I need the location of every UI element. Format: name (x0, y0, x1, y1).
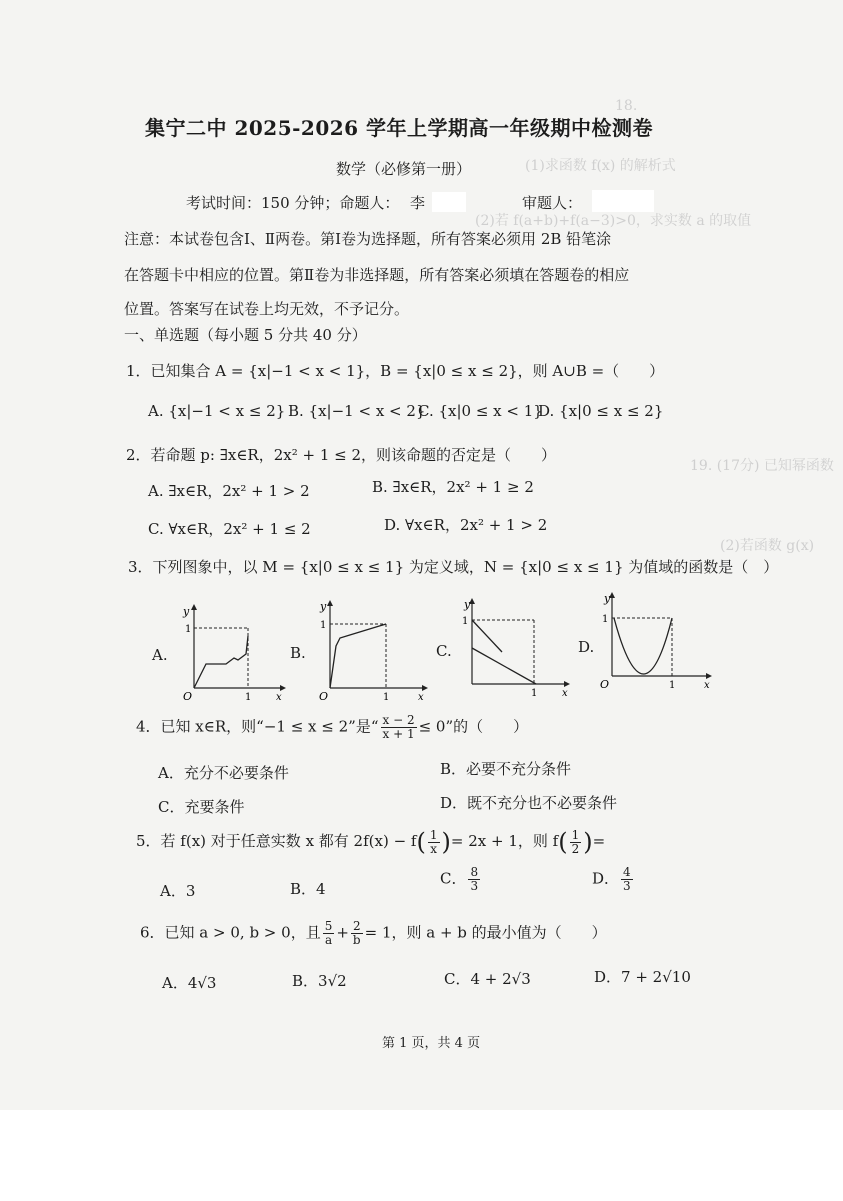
q6-option-b: B．3√2 (292, 972, 347, 990)
q3-graph-c (458, 596, 572, 700)
y-axis-label: y (320, 600, 327, 613)
q5-option-d-denominator: 3 (623, 879, 631, 893)
q4-option-c: C．充要条件 (158, 798, 245, 816)
q6-fraction-2 (351, 920, 363, 947)
q3-option-c-label: C. (436, 642, 452, 660)
section-heading: 一、单选题（每小题 5 分共 40 分） (124, 326, 367, 344)
q5-fraction-2 (570, 829, 582, 856)
tick-one-y: 1 (462, 616, 469, 627)
q6-fraction-2-denominator: b (352, 933, 361, 947)
subject-subtitle: 数学（必修第一册） (336, 160, 472, 178)
q6-option-a: A．4√3 (162, 974, 217, 992)
redacted-name-block (592, 190, 654, 212)
q3-graph-d (598, 590, 714, 694)
q6-fraction-1 (323, 920, 335, 947)
bleed-through-text: 19. (17分) 已知幂函数 (690, 458, 834, 474)
question-5-stem: 5．若 f(x) 对于任意实数 x 都有 2f(x) − f( $\frac{1}{x}$ )= 2x + 1，则 f( $\frac{1}{2}$ )= (136, 827, 606, 856)
q4-stem-post: ≤ 0”的（ ） (418, 717, 529, 736)
tick-one-y: 1 (602, 614, 609, 625)
q4-fraction (381, 714, 417, 741)
y-axis-label: y (464, 598, 471, 611)
q4-option-b: B．必要不充分条件 (440, 760, 572, 778)
q4-option-a: A．充分不必要条件 (158, 764, 289, 782)
q3-graph-b (316, 598, 428, 702)
q5-fraction-1-denominator: x (430, 841, 438, 856)
exam-time-label: 考试时间：150 分钟；命题人： (186, 194, 400, 212)
q5-option-c-fraction (468, 866, 480, 893)
q5-option-a: A．3 (160, 882, 196, 900)
question-2-stem: 2．若命题 p: ∃x∈R，2x² + 1 ≤ 2，则该命题的否定是（ ） (126, 446, 557, 464)
q3-option-d-label: D. (578, 638, 595, 656)
q2-option-c: C. ∀x∈R，2x² + 1 ≤ 2 (148, 520, 311, 538)
notice-line: 位置。答案写在试卷上均无效，不予记分。 (124, 300, 410, 318)
page-footer: 第 1 页，共 4 页 (382, 1036, 481, 1051)
q5-option-d-label: D． (592, 869, 620, 888)
q2-option-a: A. ∃x∈R，2x² + 1 > 2 (148, 482, 310, 500)
q5-fraction-1-numerator: 1 (429, 827, 438, 842)
notice-line: 注意：本试卷包含Ⅰ、Ⅱ两卷。第Ⅰ卷为选择题，所有答案必须用 2B 铅笔涂 (124, 230, 612, 248)
q5-option-b: B．4 (290, 880, 326, 898)
question-6-stem (140, 920, 607, 947)
q1-option-d: D. {x|0 ≤ x ≤ 2} (538, 402, 664, 420)
question-3-stem: 3．下列图象中，以 M = {x|0 ≤ x ≤ 1} 为定义域，N = {x|0 ≤ x ≤ 1} 为值域的函数是（ ） (128, 558, 779, 576)
q2-option-d: D. ∀x∈R，2x² + 1 > 2 (384, 516, 548, 534)
q4-fraction-denominator: x + 1 (382, 727, 415, 741)
q5-option-c-numerator: 8 (470, 865, 479, 879)
q5-fraction-2-numerator: 1 (571, 827, 580, 842)
q4-fraction-numerator: x − 2 (382, 713, 415, 727)
q6-stem-post: = 1，则 a + b 的最小值为（ ） (364, 923, 607, 942)
x-axis-label: x (562, 688, 568, 699)
redacted-name-block (432, 192, 466, 212)
q2-option-b: B. ∃x∈R，2x² + 1 ≥ 2 (372, 478, 534, 496)
q5-option-d (592, 866, 635, 893)
q5-option-d-numerator: 4 (623, 865, 631, 879)
x-axis-label: x (704, 680, 710, 691)
q1-option-c: C. {x|0 ≤ x < 1} (418, 402, 543, 420)
q1-option-b: B. {x|−1 < x < 2} (288, 402, 426, 420)
tick-one-y: 1 (320, 620, 327, 631)
bleed-through-text: (1)求函数 f(x) 的解析式 (525, 158, 676, 174)
tick-one-x: 1 (669, 680, 676, 691)
q5-fraction-1 (428, 829, 440, 856)
x-axis-label: x (276, 692, 282, 702)
bleed-through-text: (2)若函数 g(x) (720, 538, 815, 554)
x-axis-label: x (418, 692, 424, 702)
q4-option-d: D．既不充分也不必要条件 (440, 794, 618, 812)
q6-fraction-1-denominator: a (324, 933, 333, 947)
q5-option-c (440, 866, 482, 893)
bleed-through-text: 18. (615, 98, 638, 114)
q3-graph-a (176, 602, 286, 702)
q5-stem-mid: = 2x + 1，则 f (450, 832, 559, 850)
tick-one-x: 1 (245, 692, 252, 702)
q6-plus: + (336, 923, 349, 942)
question-4-stem (136, 714, 528, 741)
y-axis-label: y (604, 592, 611, 605)
reviewer-label: 审题人： (522, 194, 583, 212)
q3-option-a-label: A. (152, 646, 168, 664)
tick-one-x: 1 (383, 692, 390, 702)
q5-stem-post: = (592, 832, 606, 850)
q5-fraction-2-denominator: 2 (571, 841, 580, 856)
origin-label: O (183, 690, 193, 702)
bleed-through-text: (2)若 f(a+b)+f(a−3)>0，求实数 a 的取值 (475, 213, 752, 229)
q1-option-a: A. {x|−1 < x ≤ 2} (148, 402, 286, 420)
exam-title: 集宁二中 2025-2026 学年上学期高一年级期中检测卷 (145, 116, 654, 140)
q4-stem-pre: 4．已知 x∈R，则“−1 ≤ x ≤ 2”是“ (136, 717, 379, 736)
q6-fraction-1-numerator: 5 (324, 919, 333, 933)
question-1-stem: 1．已知集合 A = {x|−1 < x < 1}，B = {x|0 ≤ x ≤ 2}，则 A∪B =（ ） (126, 362, 665, 380)
q5-option-c-denominator: 3 (470, 879, 479, 893)
q5-option-d-fraction (621, 866, 633, 893)
q6-option-c: C．4 + 2√3 (444, 970, 531, 988)
q5-stem-pre: 5．若 f(x) 对于任意实数 x 都有 2f(x) − f (136, 832, 417, 850)
origin-label: O (600, 678, 610, 691)
origin-label: O (319, 690, 329, 702)
q6-option-d: D．7 + 2√10 (594, 968, 691, 986)
tick-one-y: 1 (185, 624, 192, 635)
tick-one-x: 1 (531, 688, 538, 699)
notice-line: 在答题卡中相应的位置。第Ⅱ卷为非选择题，所有答案必须填在答题卷的相应 (124, 266, 630, 284)
y-axis-label: y (183, 605, 190, 618)
setter-name: 李 (410, 194, 426, 212)
q5-option-c-label: C． (440, 869, 467, 888)
q6-fraction-2-numerator: 2 (351, 920, 363, 934)
q6-stem-pre: 6．已知 a > 0, b > 0，且 (140, 923, 321, 942)
q3-option-b-label: B. (290, 644, 306, 662)
